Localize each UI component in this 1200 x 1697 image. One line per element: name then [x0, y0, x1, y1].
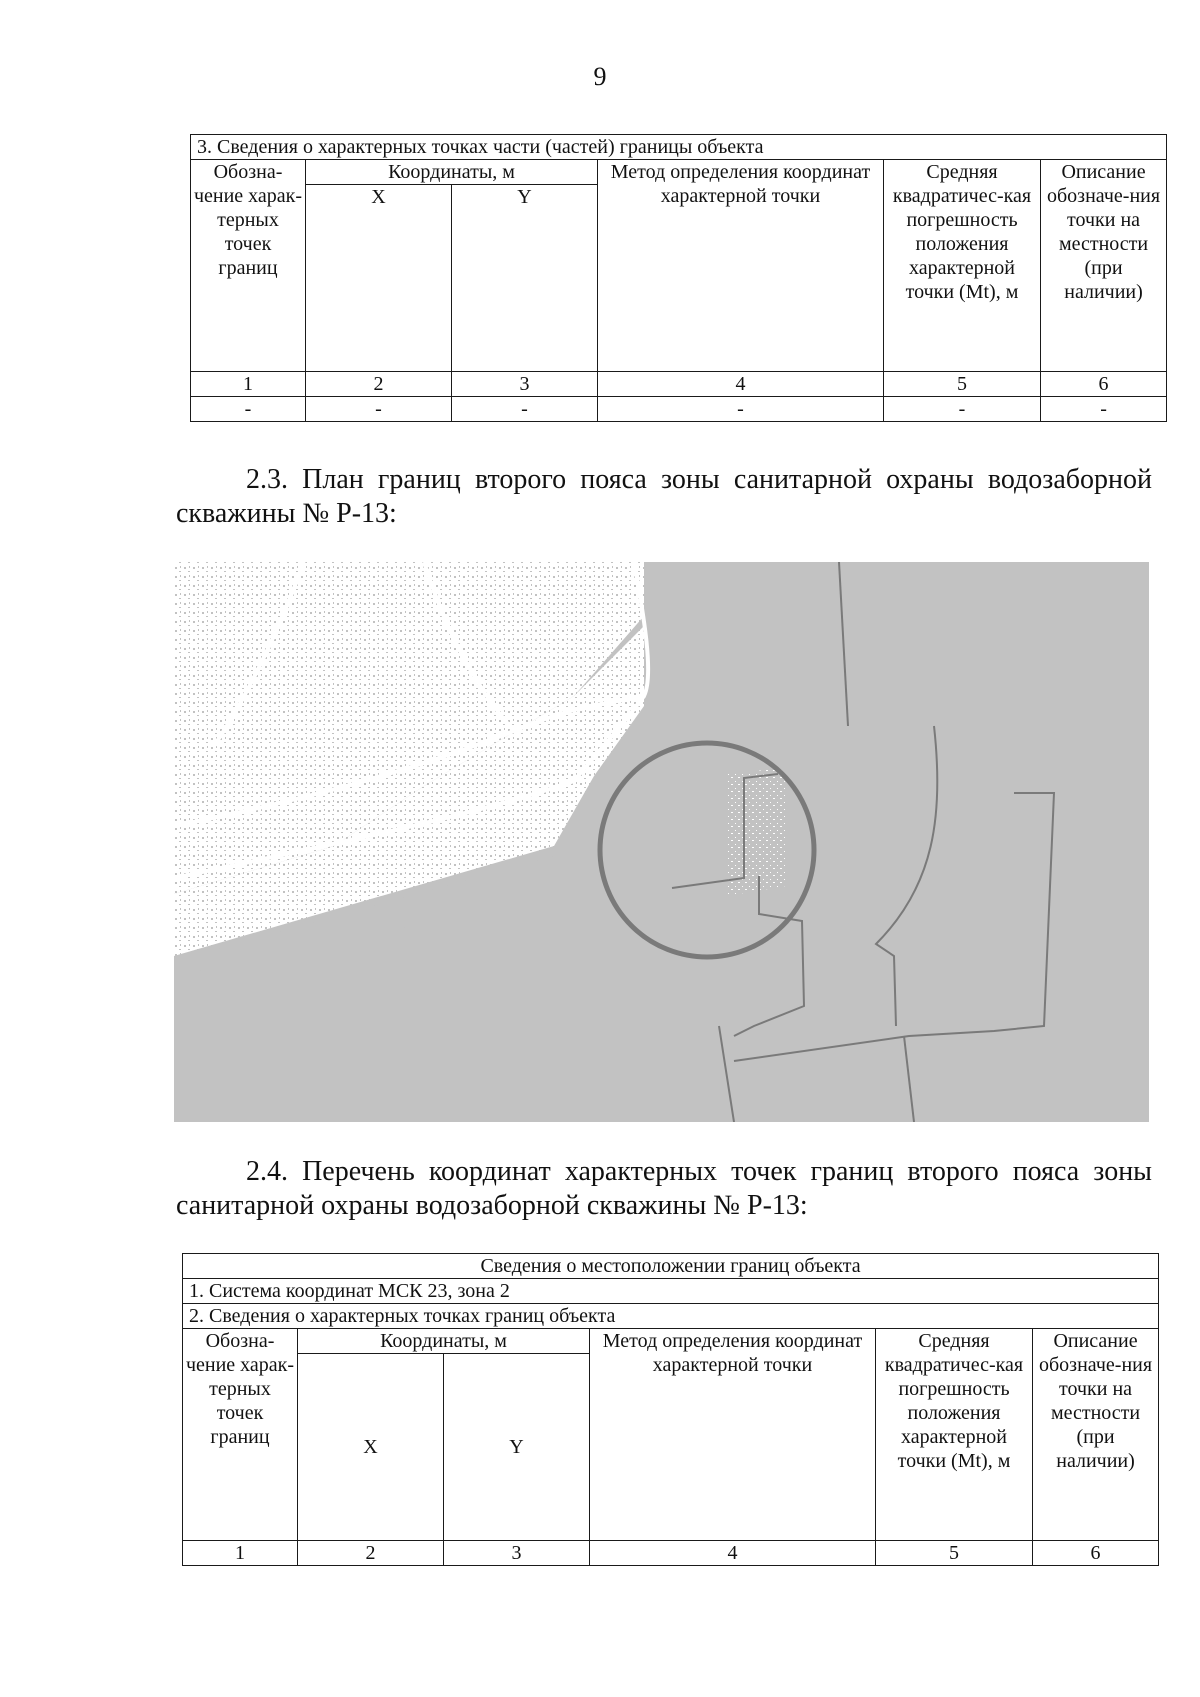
header-coordinates: Координаты, м	[298, 1329, 590, 1354]
header-description: Описание обозначе-ния точки на местности (при наличии)	[1033, 1329, 1159, 1541]
table-cell: -	[884, 397, 1041, 422]
header-method: Метод определения координат характерной точки	[598, 160, 884, 372]
table-cell: -	[191, 397, 306, 422]
column-number-3: 3	[444, 1541, 590, 1566]
header-x: X	[298, 1354, 444, 1541]
header-mean-error: Средняя квадратичес-кая погрешность положения характерной точки (Mt), м	[884, 160, 1041, 372]
table-cell: -	[452, 397, 598, 422]
section-2-4-line2: санитарной охраны водозаборной скважины № Р-13:	[176, 1190, 808, 1221]
table-cell: -	[1041, 397, 1167, 422]
header-coordinates: Координаты, м	[306, 160, 598, 185]
column-number-5: 5	[884, 372, 1041, 397]
column-number-6: 6	[1033, 1541, 1159, 1566]
header-point-designation: Обозна-чение харак-терных точек границ	[183, 1329, 298, 1541]
section-2-3-line1: 2.3. План границ второго пояса зоны санитарной охраны водозаборной	[246, 464, 1152, 495]
table-cell: -	[598, 397, 884, 422]
table-boundary-location	[182, 1253, 1159, 1566]
header-description: Описание обозначе-ния точки на местности (при наличии)	[1041, 160, 1167, 372]
header-y: Y	[452, 185, 598, 372]
column-number-1: 1	[191, 372, 306, 397]
section-2-4-line1: 2.4. Перечень координат характерных точек границ второго пояса зоны	[246, 1156, 1152, 1187]
column-number-3: 3	[452, 372, 598, 397]
column-number-2: 2	[306, 372, 452, 397]
section-2-4-heading	[176, 1155, 1152, 1223]
header-x: X	[306, 185, 452, 372]
column-number-4: 4	[598, 372, 884, 397]
page-number: 9	[593, 62, 607, 91]
section-2-3-line2: скважины № Р-13:	[176, 498, 397, 529]
section-2-3-heading	[176, 463, 1152, 531]
table-title: Сведения о местоположении границ объекта	[183, 1254, 1159, 1279]
header-method: Метод определения координат характерной точки	[590, 1329, 876, 1541]
table-caption: 3. Сведения о характерных точках части (частей) границы объекта	[191, 135, 1167, 160]
column-number-4: 4	[590, 1541, 876, 1566]
table-characteristic-points-parts	[190, 134, 1167, 422]
column-number-5: 5	[876, 1541, 1033, 1566]
table-coordinate-system: 1. Система координат МСК 23, зона 2	[183, 1279, 1159, 1304]
table-cell: -	[306, 397, 452, 422]
column-number-6: 6	[1041, 372, 1167, 397]
table-caption: 2. Сведения о характерных точках границ объекта	[183, 1304, 1159, 1329]
zone-boundary-plan-map	[174, 556, 1149, 1122]
column-number-2: 2	[298, 1541, 444, 1566]
header-point-designation: Обозна-чение харак-терных точек границ	[191, 160, 306, 372]
header-mean-error: Средняя квадратичес-кая погрешность положения характерной точки (Mt), м	[876, 1329, 1033, 1541]
header-y: Y	[444, 1354, 590, 1541]
column-number-1: 1	[183, 1541, 298, 1566]
map-speckled-plot	[726, 768, 786, 896]
